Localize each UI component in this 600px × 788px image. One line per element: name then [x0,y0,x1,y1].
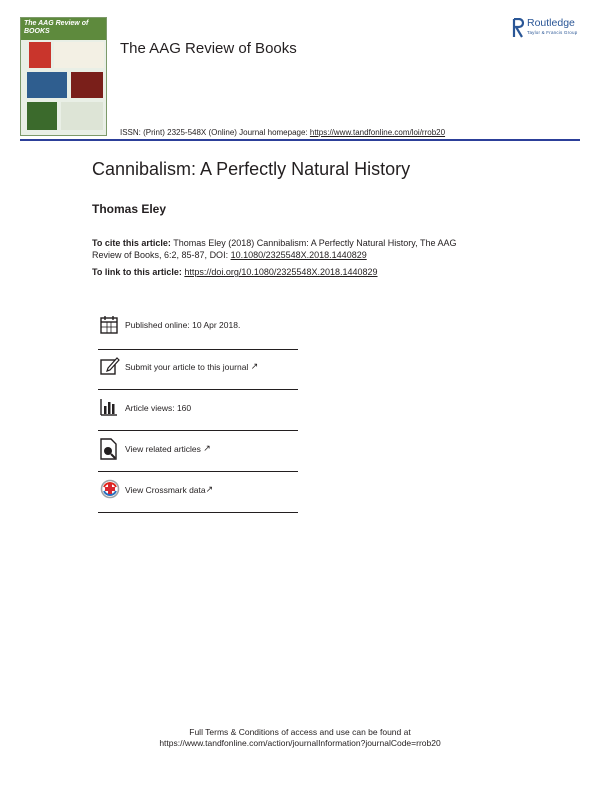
issn-text: ISSN: (Print) 2325-548X (Online) Journal homepage: [120,128,310,137]
article-views: Article views: 160 [125,403,192,413]
cover-block [71,72,103,98]
submit-text: Submit your article to this journal [125,362,249,372]
footer-terms [0,727,600,749]
journal-homepage-link[interactable]: https://www.tandfonline.com/loi/rrob20 [309,128,446,137]
footer-line: Full Terms & Conditions of access and use can be found at [189,727,411,737]
submit-row[interactable] [98,356,298,396]
article-doi-url-link[interactable]: https://doi.org/10.1080/2325548X.2018.1440829 [184,267,378,277]
related-row[interactable] [98,438,298,478]
external-link-icon: ↗ [250,361,259,371]
doi-link[interactable]: 10.1080/2325548X.2018.1440829 [230,250,367,260]
citation-block [92,237,472,261]
crossmark-row[interactable] [98,479,298,519]
cover-logo: The AAG Review of BOOKS [24,20,89,35]
views-row [98,398,298,438]
cite-text: Thomas Eley (2018) Cannibalism: A Perfectly Natural History, The AAG Review of Books, 6:2, 85-87, DOI: [92,238,457,260]
article-author: Thomas Eley [92,202,167,216]
divider [98,430,298,431]
publisher-name: Routledge [527,17,575,29]
published-date: Published online: 10 Apr 2018. [125,320,241,330]
external-link-icon: ↗ [203,443,211,453]
link-label: To link to this article: [92,267,185,277]
crossmark-icon [100,479,120,499]
cover-block [29,42,51,68]
divider [98,512,298,513]
issn-line [120,128,445,137]
bar-chart-icon [100,398,118,416]
document-search-icon [100,438,118,460]
submit-link[interactable] [125,361,258,372]
cover-block [61,102,103,130]
article-link-line [92,267,378,277]
crossmark-text: View Crossmark data [125,485,206,495]
cover-block [27,72,67,98]
divider [98,471,298,472]
related-link[interactable] [125,443,211,454]
divider [98,389,298,390]
calendar-icon [100,315,118,335]
cover-block [27,102,57,130]
article-title: Cannibalism: A Perfectly Natural History [92,159,411,179]
cite-label: To cite this article: [92,238,171,248]
edit-icon [100,356,120,376]
crossmark-link[interactable] [125,484,213,495]
header-rule [20,139,580,141]
journal-title: The AAG Review of Books [120,40,297,57]
routledge-logo-icon [512,18,524,38]
publisher-group: Taylor & Francis Group [527,30,578,35]
related-text: View related articles [125,444,201,454]
footer-url-link[interactable]: https://www.tandfonline.com/action/journalInformation?journalCode=rrob20 [159,738,441,748]
external-link-icon: ↗ [205,484,214,494]
cover-block [54,42,104,68]
divider [98,349,298,350]
journal-cover-image [20,17,107,136]
